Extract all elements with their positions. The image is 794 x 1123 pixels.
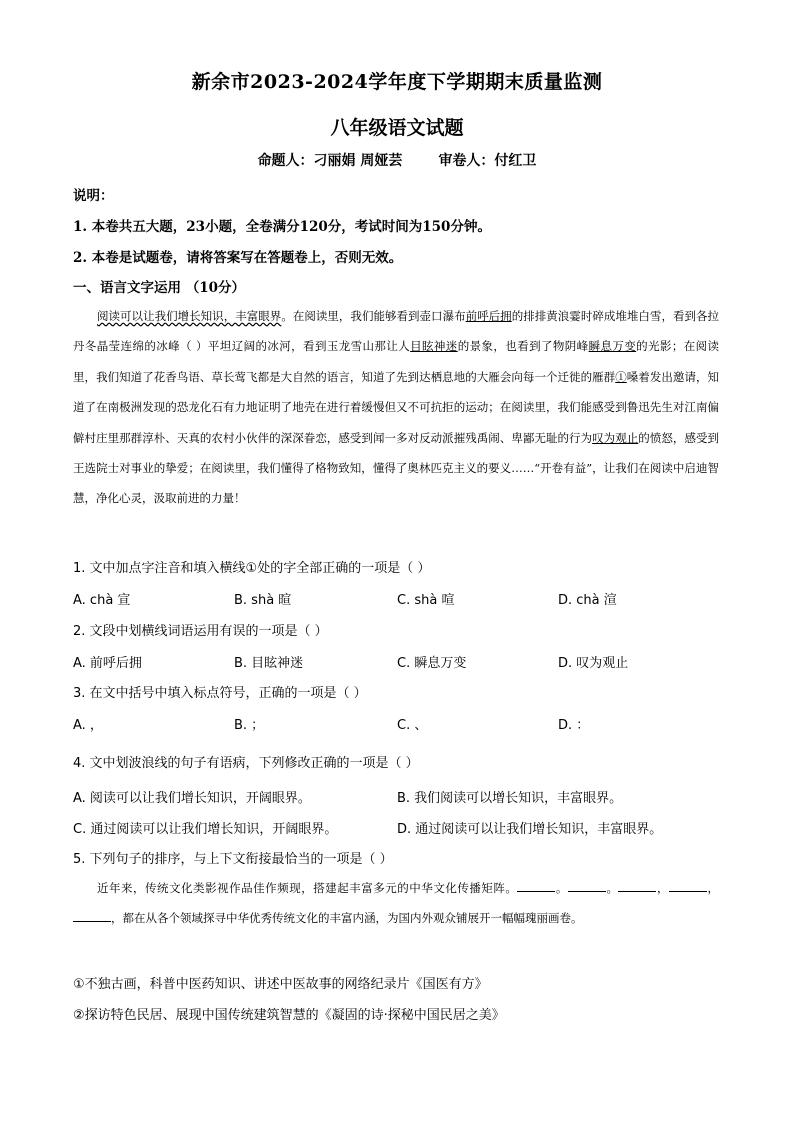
note-1: 1. 本卷共五大题，23小题，全卷满分120分，考试时间为150分钟。 [73,219,491,235]
authors: 命题人：刁丽娟 周娅芸 [257,153,403,169]
reviewer: 审卷人：付红卫 [438,153,537,169]
exam-credits [0,150,794,170]
q1-option-a: A. chà 宣 [73,593,131,608]
question-5: 5. 下列句子的排序，与上下文衔接最恰当的一项是（ ） [73,852,393,867]
q2-option-a: A. 前呼后拥 [73,656,142,671]
reading-passage [73,301,719,514]
q5-item-1: ①不独古画，科普中医药知识、讲述中医故事的网络纪录片《国医有方》 [73,977,488,992]
q1-option-b: B. shà 暄 [234,593,292,608]
q5-context: 近年来，传统文化类影视作品佳作频现，搭建起丰富多元的中华文化传播矩阵。 。 。 ， ，，都在从各个领域探寻中华优秀传统文化的丰富内涵，为国内外观众铺展开一幅幅瑰丽画卷。 [73,873,719,934]
q5-blank [73,909,111,922]
exam-title: 新余市2023-2024学年度下学期期末质量监测 [191,71,603,93]
note-2: 2. 本卷是试题卷，请将答案写在答题卷上，否则无效。 [73,250,403,266]
underlined-phrase-2: 目眩神迷 [410,339,458,354]
q4-option-a: A. 阅读可以让我们增长知识，开阔眼界。 [73,791,311,806]
question-4: 4. 文中划波浪线的句子有语病，下列修改正确的一项是（ ） [73,756,419,771]
q2-option-c: C. 瞬息万变 [397,656,467,671]
question-1: 1. 文中加点字注音和填入横线①处的字全部正确的一项是（ ） [73,561,431,576]
passage-text: 嗓着发出邀请，知道了在南极洲发现的恐龙化石有力地证明了地壳在进行着缓慢但又不可抗拒的运动；在阅读里，我们能感受到鲁迅先生对江南偏僻村庄里那群淳朴、天真的农村小伙伴的深深眷恋，感受到闻一多对反动派摧残禹闹、卑鄙无耻的行为 [73,369,720,445]
q3-option-d: D. ： [558,718,590,733]
q3-option-a: A. ， [73,718,103,733]
exam-subtitle: 八年级语文试题 [330,117,464,139]
q5-blank [568,879,606,892]
q4-option-c: C. 通过阅读可以让我们增长知识，开阔眼界。 [73,822,338,837]
passage-text: 。在阅读里，我们能够看到壶口瀑布 [281,309,466,323]
question-3: 3. 在文中括号中填入标点符号，正确的一项是（ ） [73,686,367,701]
q1-option-d: D. chà 渲 [558,593,617,608]
section-1-heading: 一、语言文字运用 （10分） [73,280,245,296]
q5-context-start: 近年来，传统文化类影视作品佳作频现，搭建起丰富多元的中华文化传播矩阵。 [97,881,518,895]
q5-blank [618,879,656,892]
passage-text: 的光影；在阅读里，我们知道了花香鸟语、草长莺飞都是大自然的语言，知道了先到达栖息地的大雁会向每一个迁徙的雁群 [73,339,720,384]
question-2: 2. 文段中划横线词语运用有误的一项是（ ） [73,624,328,639]
blank-1: ① [615,369,627,384]
q3-option-b: B. ； [234,718,265,733]
notes-label: 说明： [73,188,114,204]
q2-option-b: B. 目眩神迷 [234,656,304,671]
underlined-phrase-4: 叹为观止 [592,430,639,445]
q2-option-d: D. 叹为观止 [558,656,629,671]
q1-option-c: C. shà 喧 [397,593,455,608]
q4-option-d: D. 通过阅读可以让我们增长知识，丰富眼界。 [397,822,663,837]
q5-item-2: ②探访特色民居、展现中国传统建筑智慧的《凝固的诗·探秘中国民居之美》 [73,1008,505,1023]
passage-text: 的排排黄浪霎时碎成堆堆白雪，看到各拉丹冬晶莹连绵的冰峰（ ）平坦辽阔的冰河，看到玉龙雪山那让人 [73,309,720,354]
underlined-phrase-1: 前呼后拥 [465,309,512,323]
q4-option-b: B. 我们阅读可以增长知识，丰富眼界。 [397,791,623,806]
q5-blank [517,879,555,892]
q3-option-c: C. 、 [397,718,428,733]
q5-blank [669,879,707,892]
underlined-phrase-3: 瞬息万变 [588,339,637,354]
passage-text: 的愤怒，感受到王选院士对事业的挚爱；在阅读里，我们懂得了格物致知，懂得了奥林匹克主义的要义……“开卷有益”，让我们在阅读中启迪智慧，净化心灵，汲取前进的力量！ [73,430,720,506]
q5-context-end: 都在从各个领域探寻中华优秀传统文化的丰富内涵，为国内外观众铺展开一幅幅瑰丽画卷。 [122,911,583,926]
wavy-sentence: 阅读可以让我们增长知识，丰富眼界 [97,309,282,323]
passage-text: 的景象，也看到了物阴峰 [457,339,589,354]
